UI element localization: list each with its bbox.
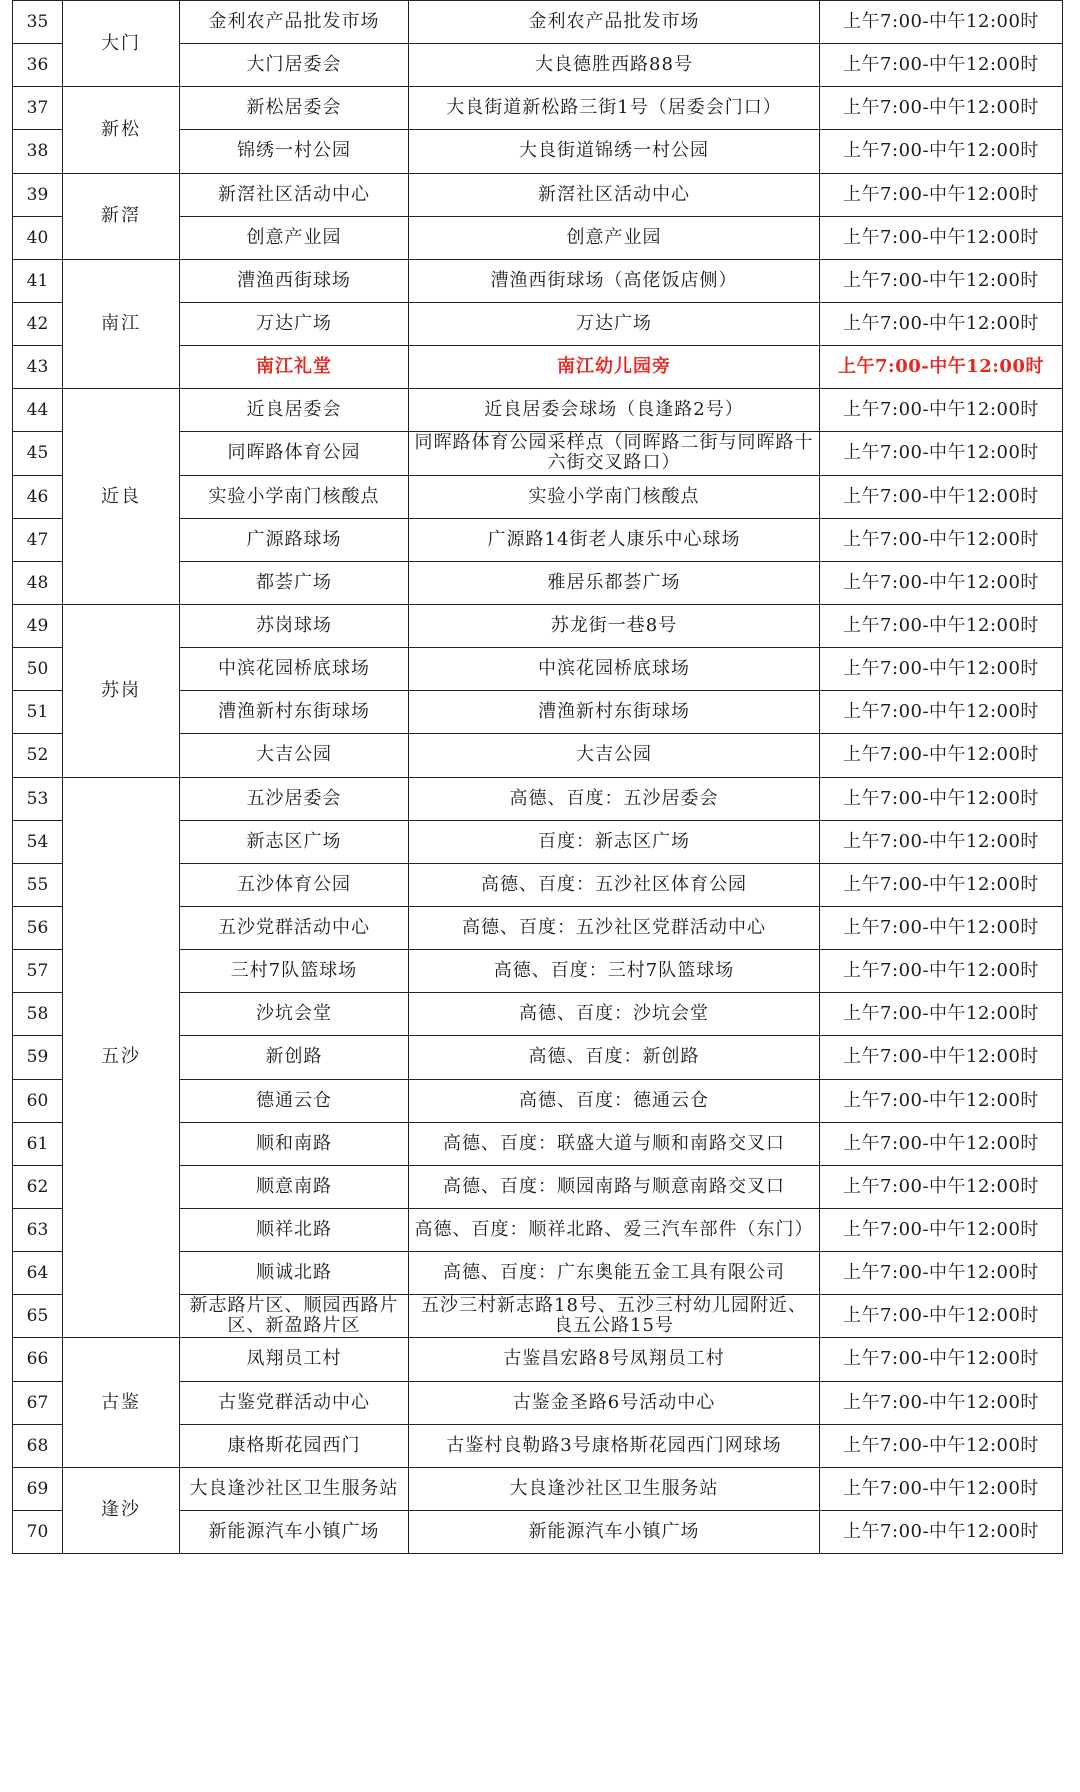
site-address: 同晖路体育公园采样点（同晖路二街与同晖路十六街交叉路口） (409, 432, 820, 475)
site-name: 中滨花园桥底球场 (180, 648, 409, 691)
site-address: 创意产业园 (409, 216, 820, 259)
site-name: 顺和南路 (180, 1122, 409, 1165)
row-number: 41 (13, 259, 63, 302)
site-address: 近良居委会球场（良逢路2号） (409, 389, 820, 432)
site-address: 高德、百度：德通云仓 (409, 1079, 820, 1122)
service-hours: 上午7:00-中午12:00时 (820, 173, 1063, 216)
site-address: 雅居乐都荟广场 (409, 561, 820, 604)
site-name: 漕渔新村东街球场 (180, 691, 409, 734)
site-address: 高德、百度：联盛大道与顺和南路交叉口 (409, 1122, 820, 1165)
service-hours: 上午7:00-中午12:00时 (820, 475, 1063, 518)
site-name: 漕渔西街球场 (180, 259, 409, 302)
service-hours: 上午7:00-中午12:00时 (820, 1122, 1063, 1165)
site-name: 大良逢沙社区卫生服务站 (180, 1467, 409, 1510)
site-name: 锦绣一村公园 (180, 130, 409, 173)
site-address: 大吉公园 (409, 734, 820, 777)
site-name: 万达广场 (180, 302, 409, 345)
site-name: 五沙体育公园 (180, 863, 409, 906)
row-number: 40 (13, 216, 63, 259)
site-name: 创意产业园 (180, 216, 409, 259)
site-address: 金利农产品批发市场 (409, 1, 820, 44)
service-hours: 上午7:00-中午12:00时 (820, 302, 1063, 345)
table-row (13, 87, 1063, 130)
site-name: 大门居委会 (180, 44, 409, 87)
area-name: 五沙 (63, 777, 180, 1338)
service-hours: 上午7:00-中午12:00时 (820, 1079, 1063, 1122)
service-hours: 上午7:00-中午12:00时 (820, 993, 1063, 1036)
site-address: 高德、百度：顺祥北路、爱三汽车部件（东门） (409, 1208, 820, 1251)
service-hours: 上午7:00-中午12:00时 (820, 130, 1063, 173)
service-hours: 上午7:00-中午12:00时 (820, 950, 1063, 993)
service-hours: 上午7:00-中午12:00时 (820, 820, 1063, 863)
row-number: 47 (13, 518, 63, 561)
site-name: 五沙党群活动中心 (180, 906, 409, 949)
service-hours: 上午7:00-中午12:00时 (820, 691, 1063, 734)
site-name: 三村7队篮球场 (180, 950, 409, 993)
site-name: 近良居委会 (180, 389, 409, 432)
site-name: 新志区广场 (180, 820, 409, 863)
site-address: 漕渔西街球场（高佬饭店侧） (409, 259, 820, 302)
row-number: 59 (13, 1036, 63, 1079)
site-address: 新能源汽车小镇广场 (409, 1510, 820, 1553)
site-address: 高德、百度：新创路 (409, 1036, 820, 1079)
area-name: 新滘 (63, 173, 180, 259)
service-hours: 上午7:00-中午12:00时 (820, 1467, 1063, 1510)
area-name: 逢沙 (63, 1467, 180, 1553)
area-name: 苏岗 (63, 604, 180, 777)
table-row (13, 604, 1063, 647)
site-address: 高德、百度：五沙社区党群活动中心 (409, 906, 820, 949)
table-row (13, 1338, 1063, 1381)
row-number: 51 (13, 691, 63, 734)
site-address: 古鉴村良勒路3号康格斯花园西门网球场 (409, 1424, 820, 1467)
site-address: 南江幼儿园旁 (409, 346, 820, 389)
site-name: 五沙居委会 (180, 777, 409, 820)
row-number: 43 (13, 346, 63, 389)
site-address: 高德、百度：五沙居委会 (409, 777, 820, 820)
service-hours: 上午7:00-中午12:00时 (820, 906, 1063, 949)
row-number: 52 (13, 734, 63, 777)
site-name: 广源路球场 (180, 518, 409, 561)
row-number: 37 (13, 87, 63, 130)
service-hours: 上午7:00-中午12:00时 (820, 1208, 1063, 1251)
site-name: 新创路 (180, 1036, 409, 1079)
service-hours: 上午7:00-中午12:00时 (820, 1338, 1063, 1381)
site-address: 苏龙街一巷8号 (409, 604, 820, 647)
site-address: 大良德胜西路88号 (409, 44, 820, 87)
row-number: 53 (13, 777, 63, 820)
table-row (13, 1467, 1063, 1510)
row-number: 36 (13, 44, 63, 87)
site-name: 金利农产品批发市场 (180, 1, 409, 44)
service-hours: 上午7:00-中午12:00时 (820, 432, 1063, 475)
row-number: 57 (13, 950, 63, 993)
service-hours: 上午7:00-中午12:00时 (820, 1381, 1063, 1424)
site-address: 古鉴金圣路6号活动中心 (409, 1381, 820, 1424)
site-name: 南江礼堂 (180, 346, 409, 389)
service-hours: 上午7:00-中午12:00时 (820, 863, 1063, 906)
site-address: 高德、百度：顺园南路与顺意南路交叉口 (409, 1165, 820, 1208)
area-name: 近良 (63, 389, 180, 605)
row-number: 63 (13, 1208, 63, 1251)
row-number: 67 (13, 1381, 63, 1424)
site-name: 顺祥北路 (180, 1208, 409, 1251)
area-name: 古鉴 (63, 1338, 180, 1467)
service-hours: 上午7:00-中午12:00时 (820, 44, 1063, 87)
site-name: 新滘社区活动中心 (180, 173, 409, 216)
service-hours: 上午7:00-中午12:00时 (820, 1252, 1063, 1295)
site-name: 同晖路体育公园 (180, 432, 409, 475)
service-hours: 上午7:00-中午12:00时 (820, 1, 1063, 44)
site-address: 广源路14街老人康乐中心球场 (409, 518, 820, 561)
row-number: 70 (13, 1510, 63, 1553)
site-address: 实验小学南门核酸点 (409, 475, 820, 518)
row-number: 65 (13, 1295, 63, 1338)
site-name: 苏岗球场 (180, 604, 409, 647)
site-name: 顺诚北路 (180, 1252, 409, 1295)
site-name: 沙坑会堂 (180, 993, 409, 1036)
service-hours: 上午7:00-中午12:00时 (820, 259, 1063, 302)
row-number: 69 (13, 1467, 63, 1510)
site-name: 新能源汽车小镇广场 (180, 1510, 409, 1553)
table-row (13, 259, 1063, 302)
site-address: 高德、百度：沙坑会堂 (409, 993, 820, 1036)
table-body (13, 1, 1063, 1554)
table-row (13, 1, 1063, 44)
service-hours: 上午7:00-中午12:00时 (820, 87, 1063, 130)
row-number: 62 (13, 1165, 63, 1208)
service-hours: 上午7:00-中午12:00时 (820, 604, 1063, 647)
site-name: 德通云仓 (180, 1079, 409, 1122)
row-number: 38 (13, 130, 63, 173)
row-number: 48 (13, 561, 63, 604)
row-number: 61 (13, 1122, 63, 1165)
service-hours: 上午7:00-中午12:00时 (820, 1165, 1063, 1208)
table-row (13, 173, 1063, 216)
row-number: 54 (13, 820, 63, 863)
site-address: 高德、百度：三村7队篮球场 (409, 950, 820, 993)
row-number: 44 (13, 389, 63, 432)
site-address: 古鉴昌宏路8号凤翔员工村 (409, 1338, 820, 1381)
row-number: 39 (13, 173, 63, 216)
service-hours: 上午7:00-中午12:00时 (820, 346, 1063, 389)
site-name: 实验小学南门核酸点 (180, 475, 409, 518)
service-hours: 上午7:00-中午12:00时 (820, 216, 1063, 259)
site-name: 大吉公园 (180, 734, 409, 777)
service-hours: 上午7:00-中午12:00时 (820, 1295, 1063, 1338)
service-hours: 上午7:00-中午12:00时 (820, 1036, 1063, 1079)
site-address: 高德、百度：广东奥能五金工具有限公司 (409, 1252, 820, 1295)
row-number: 66 (13, 1338, 63, 1381)
site-name: 康格斯花园西门 (180, 1424, 409, 1467)
site-address: 大良街道新松路三街1号（居委会门口） (409, 87, 820, 130)
service-hours: 上午7:00-中午12:00时 (820, 389, 1063, 432)
site-name: 顺意南路 (180, 1165, 409, 1208)
row-number: 42 (13, 302, 63, 345)
site-name: 凤翔员工村 (180, 1338, 409, 1381)
service-hours: 上午7:00-中午12:00时 (820, 777, 1063, 820)
site-address: 五沙三村新志路18号、五沙三村幼儿园附近、良五公路15号 (409, 1295, 820, 1338)
service-hours: 上午7:00-中午12:00时 (820, 734, 1063, 777)
site-name: 新志路片区、顺园西路片区、新盈路片区 (180, 1295, 409, 1338)
row-number: 46 (13, 475, 63, 518)
row-number: 45 (13, 432, 63, 475)
row-number: 35 (13, 1, 63, 44)
row-number: 68 (13, 1424, 63, 1467)
site-address: 漕渔新村东街球场 (409, 691, 820, 734)
area-name: 新松 (63, 87, 180, 173)
site-address: 大良逢沙社区卫生服务站 (409, 1467, 820, 1510)
service-hours: 上午7:00-中午12:00时 (820, 1510, 1063, 1553)
row-number: 56 (13, 906, 63, 949)
area-name: 大门 (63, 1, 180, 87)
table-row (13, 777, 1063, 820)
table-row (13, 389, 1063, 432)
row-number: 60 (13, 1079, 63, 1122)
service-hours: 上午7:00-中午12:00时 (820, 561, 1063, 604)
testing-site-table (12, 0, 1063, 1554)
service-hours: 上午7:00-中午12:00时 (820, 1424, 1063, 1467)
row-number: 58 (13, 993, 63, 1036)
row-number: 64 (13, 1252, 63, 1295)
site-address: 大良街道锦绣一村公园 (409, 130, 820, 173)
site-address: 中滨花园桥底球场 (409, 648, 820, 691)
site-address: 百度：新志区广场 (409, 820, 820, 863)
site-name: 都荟广场 (180, 561, 409, 604)
service-hours: 上午7:00-中午12:00时 (820, 648, 1063, 691)
site-name: 新松居委会 (180, 87, 409, 130)
site-address: 新滘社区活动中心 (409, 173, 820, 216)
row-number: 55 (13, 863, 63, 906)
row-number: 50 (13, 648, 63, 691)
testing-site-table-sheet (12, 0, 1062, 1554)
site-address: 万达广场 (409, 302, 820, 345)
area-name: 南江 (63, 259, 180, 388)
site-name: 古鉴党群活动中心 (180, 1381, 409, 1424)
service-hours: 上午7:00-中午12:00时 (820, 518, 1063, 561)
site-address: 高德、百度：五沙社区体育公园 (409, 863, 820, 906)
row-number: 49 (13, 604, 63, 647)
